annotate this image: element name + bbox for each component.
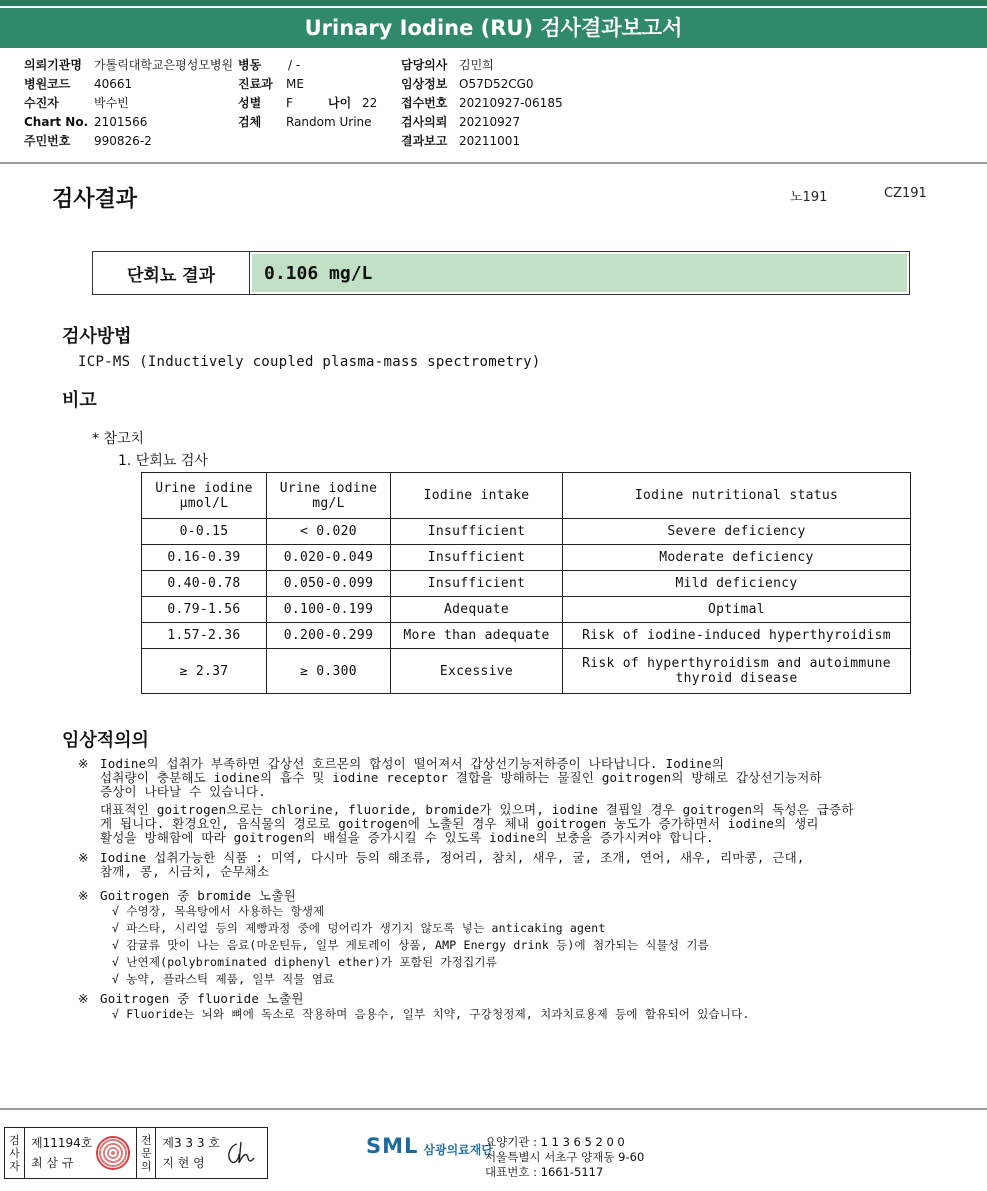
table-cell: 1.57-2.36 (142, 623, 267, 649)
info-value: 20210927-06185 (459, 96, 563, 110)
info-column-3 (401, 56, 563, 151)
result-label: 단회뇨 결과 (93, 252, 250, 294)
table-cell: Moderate deficiency (563, 545, 911, 571)
table-cell: 0-0.15 (142, 519, 267, 545)
info-label: 의뢰기관명 (24, 58, 82, 72)
specialist-info (156, 1128, 220, 1178)
reference-subtitle: 1. 단회뇨 검사 (118, 453, 208, 469)
info-column-2 (238, 56, 377, 132)
table-cell: 0.100-0.199 (267, 597, 391, 623)
info-label: 성별 (238, 96, 262, 110)
table-cell: Adequate (391, 597, 563, 623)
table-row (142, 597, 911, 623)
info-value: / - (288, 58, 301, 72)
top-accent-bar (0, 0, 987, 6)
section-title-clinical: 임상적의의 (62, 730, 149, 751)
signature-block (4, 1127, 268, 1179)
seal-stamp-icon (96, 1136, 130, 1170)
reference-table (141, 472, 911, 694)
info-value: ME (286, 77, 304, 91)
table-cell: 0.200-0.299 (267, 623, 391, 649)
table-header: Iodine intake (391, 473, 563, 519)
table-cell: Optimal (563, 597, 911, 623)
info-column-1 (24, 56, 233, 151)
table-cell: Insufficient (391, 519, 563, 545)
section-title-method: 검사방법 (62, 326, 132, 347)
method-text: ICP-MS (Inductively coupled plasma-mass spectrometry) (78, 354, 541, 370)
check-icon: √ (112, 1007, 120, 1021)
table-cell: ≥ 0.300 (267, 649, 391, 694)
table-cell: ≥ 2.37 (142, 649, 267, 694)
report-title: Urinary Iodine (RU) 검사결과보고서 (0, 8, 987, 48)
info-value: 20210927 (459, 115, 521, 129)
header-divider (0, 162, 987, 164)
info-value: 2101566 (94, 115, 148, 129)
table-cell: Insufficient (391, 545, 563, 571)
table-row (142, 519, 911, 545)
code-2: CZ191 (884, 186, 927, 201)
examiner-name: 최 삼 규 (31, 1156, 74, 1170)
info-label: 담당의사 (401, 58, 448, 72)
info-label: 병원코드 (24, 77, 71, 91)
info-value: F (286, 96, 293, 110)
note-iodine-foods: ※ Iodine 섭취가능한 식품 : 미역, 다시마 등의 해조류, 정어리, 참치, 새우, 굴, 조개, 연어, 새우, 리마콩, 근대, 참깨, 콩, 시금치, 순무채소 (78, 850, 805, 879)
note-iodine-deficiency: ※ Iodine의 섭취가 부족하면 갑상선 호르몬의 합성이 떨어져서 갑상선기능저하증이 나타납니다. Iodine의 섭취량이 충분해도 iodine의 흡수 및 iodine receptor 결합을 방해하는 물질인 goitrogen의 방해로 갑상선기능저하 증상이 나타날 수 있습니다. 대표적인 goitrogen으로는 chlorine, fluoride, bromide가 있으며, iodine 결핍일 경우 goitrogen의 독성은 급증하 게 됩니다. 환경요인, 음식물의 경로로 goitrogen에 노출된 경우 체내 goitrogen 농도가 증가하면서 iodine의 생리 활성을 방해함에 따라 goitrogen의 배설을 증가시킬 수 있도록 iodine의 보충을 증가시켜야 합니다. (78, 756, 854, 845)
result-box (92, 251, 910, 295)
info-value: 가톨릭대학교은평성모병원 (94, 58, 234, 72)
reference-mark-icon: ※ (78, 756, 89, 771)
clinical-notes (78, 757, 918, 1027)
sml-logo (366, 1133, 493, 1158)
table-cell: 0.79-1.56 (142, 597, 267, 623)
age-label: 나이 (328, 96, 352, 110)
table-cell: More than adequate (391, 623, 563, 649)
info-value: 20211001 (459, 134, 521, 148)
info-label: 접수번호 (401, 96, 448, 110)
table-cell: Severe deficiency (563, 519, 911, 545)
info-label: 병동 (238, 58, 262, 72)
info-value: 990826-2 (94, 134, 152, 148)
table-cell: Risk of iodine-induced hyperthyroidism (563, 623, 911, 649)
examiner-label: 검 사 자 (5, 1128, 25, 1178)
table-header: Urine iodine μmol/L (142, 473, 267, 519)
reference-title: * 참고치 (92, 431, 145, 447)
info-value: Random Urine (286, 115, 372, 129)
table-cell: < 0.020 (267, 519, 391, 545)
organization-info (485, 1135, 644, 1180)
info-label: 결과보고 (401, 134, 448, 148)
info-label: 주민번호 (24, 134, 71, 148)
footer-divider (0, 1108, 987, 1110)
info-value: 40661 (94, 77, 133, 91)
info-value: 박수빈 (94, 96, 129, 110)
age-value: 22 (362, 96, 378, 110)
logo-name: 삼광의료재단 (423, 1143, 493, 1157)
table-cell: Excessive (391, 649, 563, 694)
table-row (142, 649, 911, 694)
table-cell: Insufficient (391, 571, 563, 597)
specialist-name: 지 현 영 (162, 1156, 205, 1170)
info-label: 수진자 (24, 96, 59, 110)
org-phone: 대표번호 : 1661-5117 (485, 1165, 604, 1179)
info-label: 임상정보 (401, 77, 448, 91)
table-row (142, 545, 911, 571)
check-icon: √ (112, 955, 120, 969)
table-header-row (142, 473, 911, 519)
handwritten-signature-icon (220, 1128, 260, 1178)
org-code: 요양기관 : 1 1 3 6 5 2 0 0 (485, 1135, 625, 1149)
code-1: 노191 (790, 190, 828, 205)
table-row (142, 571, 911, 597)
check-icon: √ (112, 904, 120, 918)
logo-mark: SML (366, 1133, 419, 1158)
table-header: Iodine nutritional status (563, 473, 911, 519)
table-row (142, 623, 911, 649)
table-cell: Risk of hyperthyroidism and autoimmune thyroid disease (563, 649, 911, 694)
table-cell: 0.40-0.78 (142, 571, 267, 597)
specialist-label: 전 문 의 (136, 1128, 156, 1178)
check-icon: √ (112, 938, 120, 952)
check-icon: √ (112, 972, 120, 986)
section-title-result: 검사결과 (52, 187, 138, 212)
info-value: 김민희 (459, 58, 494, 72)
reference-mark-icon: ※ (78, 991, 89, 1006)
table-cell: 0.050-0.099 (267, 571, 391, 597)
examiner-license: 제11194호 (31, 1136, 93, 1150)
specialist-license: 제3 3 3 호 (162, 1136, 220, 1150)
info-label: 검사의뢰 (401, 115, 448, 129)
table-header: Urine iodine mg/L (267, 473, 391, 519)
org-address: 서울특별시 서초구 양재동 9-60 (485, 1150, 645, 1164)
table-cell: 0.16-0.39 (142, 545, 267, 571)
reference-mark-icon: ※ (78, 888, 89, 903)
info-label: 진료과 (238, 77, 273, 91)
result-value: 0.106 mg/L (252, 254, 907, 292)
table-cell: Mild deficiency (563, 571, 911, 597)
note-bromide: ※ Goitrogen 중 bromide 노출원 √ 수영장, 목욕탕에서 사용하는 항생제 √ 파스타, 시리얼 등의 제빵과정 중에 덩어리가 생기지 않도록 넣는 anticaking agent √ 감귤류 맛이 나는 음료(마운틴듀, 일부 게토레이 상품, AMP Energy drink 등)에 첨가되는 식물성 기름 √ 난연제(polybrominated diphenyl ether)가 포함된 가정집기류 √ 농약, 플라스틱 제품, 일부 직물 염료 (78, 888, 709, 986)
section-title-remarks: 비고 (62, 390, 97, 411)
info-label: 검체 (238, 115, 262, 129)
table-cell: 0.020-0.049 (267, 545, 391, 571)
note-fluoride: ※ Goitrogen 중 fluoride 노출원 √ Fluoride는 뇌와 뼈에 독소로 작용하며 음용수, 일부 치약, 구강청정제, 치과치료용제 등에 함유되어 있습니다. (78, 991, 750, 1021)
examiner-info (25, 1128, 92, 1178)
info-label: Chart No. (24, 115, 89, 129)
reference-mark-icon: ※ (78, 850, 89, 865)
info-value: O57D52CG0 (459, 77, 534, 91)
check-icon: √ (112, 921, 120, 935)
